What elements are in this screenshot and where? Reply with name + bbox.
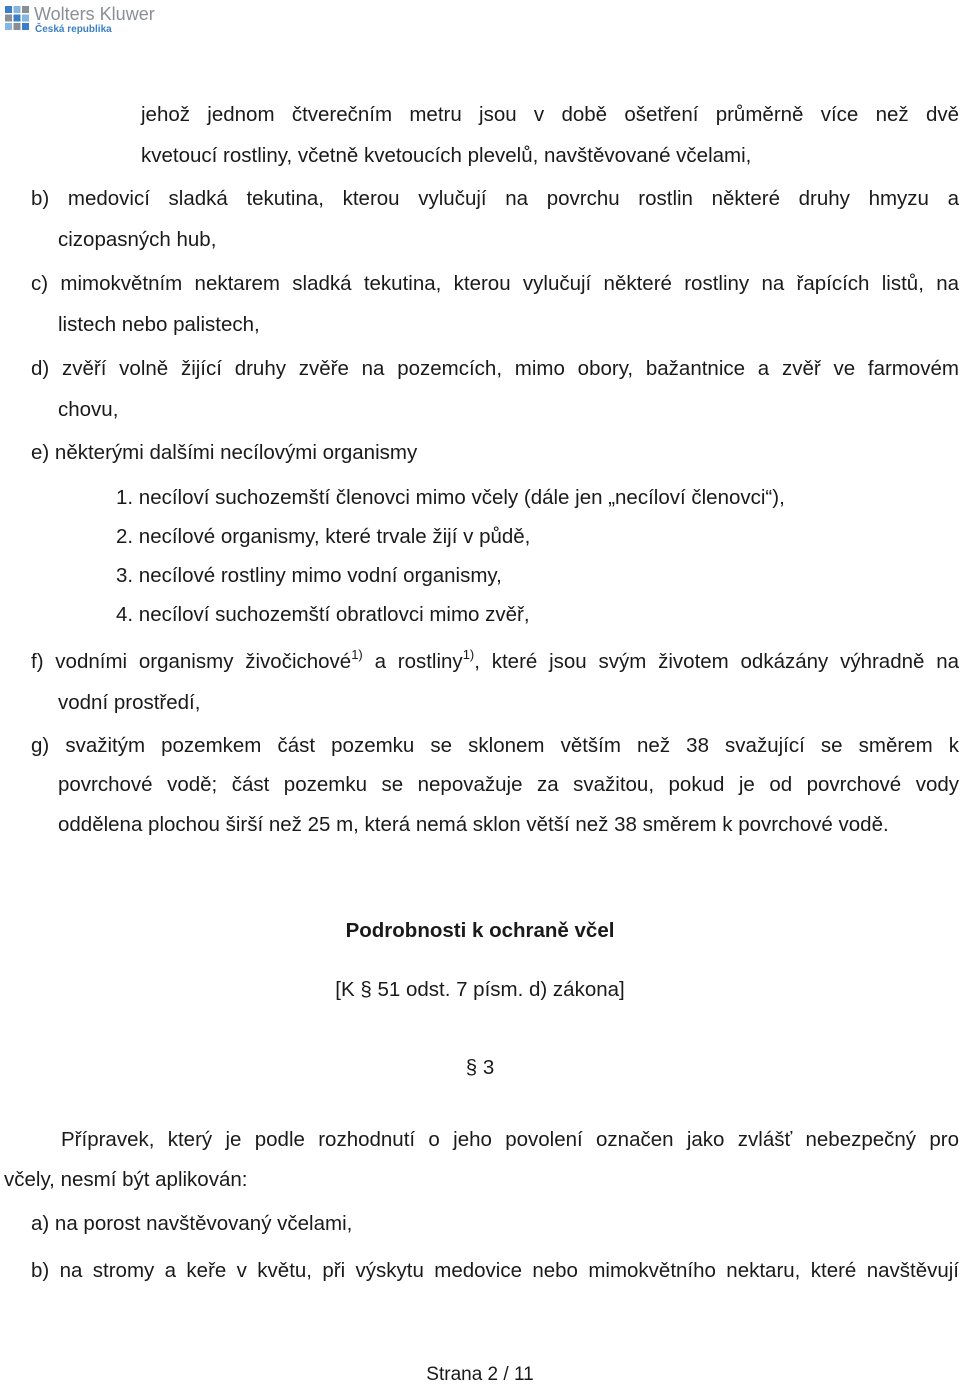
- body-line: vodní prostředí,: [58, 691, 201, 714]
- list-item-f: [31, 649, 959, 675]
- sublist-item: 3. necílové rostliny mimo vodní organismy,: [116, 564, 502, 587]
- sublist-item: 4. necíloví suchozemští obratlovci mimo zvěř,: [116, 603, 530, 626]
- wolters-kluwer-logo-icon: [4, 5, 30, 31]
- paragraph-text: Přípravek, který je podle rozhodnutí o jeho povolení označen jako zvlášť nebezpečný pro: [61, 1128, 959, 1151]
- body-line: povrchové vodě; část pozemku se nepovažuje za svažitou, pokud je od povrchové vody: [58, 773, 959, 796]
- body-line: jehož jednom čtverečním metru jsou v době ošetření průměrně více než dvě: [141, 103, 959, 126]
- paragraph-text: včely, nesmí být aplikován:: [4, 1168, 248, 1191]
- body-line: kvetoucí rostliny, včetně kvetoucích plevelů, navštěvované včelami,: [141, 144, 752, 167]
- sublist-item: 1. necíloví suchozemští členovci mimo včely (dále jen „necíloví členovci“),: [116, 486, 785, 509]
- list-item-e: e) některými dalšími necílovými organismy: [31, 441, 418, 464]
- list-item-b: b) medovicí sladká tekutina, kterou vylučují na povrchu rostlin některé druhy hmyzu a: [31, 187, 959, 210]
- brand-subtitle: Česká republika: [35, 24, 112, 35]
- body-line: cizopasných hub,: [58, 228, 217, 251]
- body-line: oddělena plochou širší než 25 m, která nemá sklon větší než 38 směrem k povrchové vodě.: [58, 813, 889, 836]
- footnote-ref: 1): [351, 647, 363, 662]
- list-item-f-text: , které jsou svým životem odkázány výhradně na: [474, 650, 959, 673]
- page-number: Strana 2 / 11: [426, 1364, 534, 1385]
- list-item-d: d) zvěří volně žijící druhy zvěře na pozemcích, mimo obory, bažantnice a zvěř ve farmovém: [31, 357, 959, 380]
- body-line: listech nebo palistech,: [58, 313, 260, 336]
- brand-name: Wolters Kluwer: [34, 4, 155, 24]
- list-item-g: g) svažitým pozemkem část pozemku se sklonem větším než 38 svažující se směrem k: [31, 734, 959, 757]
- law-reference: [K § 51 odst. 7 písm. d) zákona]: [335, 978, 625, 1001]
- section-heading: Podrobnosti k ochraně včel: [345, 919, 615, 942]
- paragraph-number: § 3: [465, 1056, 495, 1079]
- list-item-c: c) mimokvětním nektarem sladká tekutina, kterou vylučují některé rostliny na řapících listů, na: [31, 272, 959, 295]
- sublist-item: 2. necílové organismy, které trvale žijí v půdě,: [116, 525, 531, 548]
- list-item-b: b) na stromy a keře v květu, při výskytu medovice nebo mimokvětního nektaru, které navštěvují: [31, 1259, 959, 1282]
- footnote-ref: 1): [462, 647, 475, 662]
- body-line: chovu,: [58, 398, 119, 421]
- list-item-f-text: a rostliny: [374, 650, 463, 673]
- list-item-a: a) na porost navštěvovaný včelami,: [31, 1212, 353, 1235]
- list-item-f-text: f) vodními organismy živočichové: [31, 650, 352, 673]
